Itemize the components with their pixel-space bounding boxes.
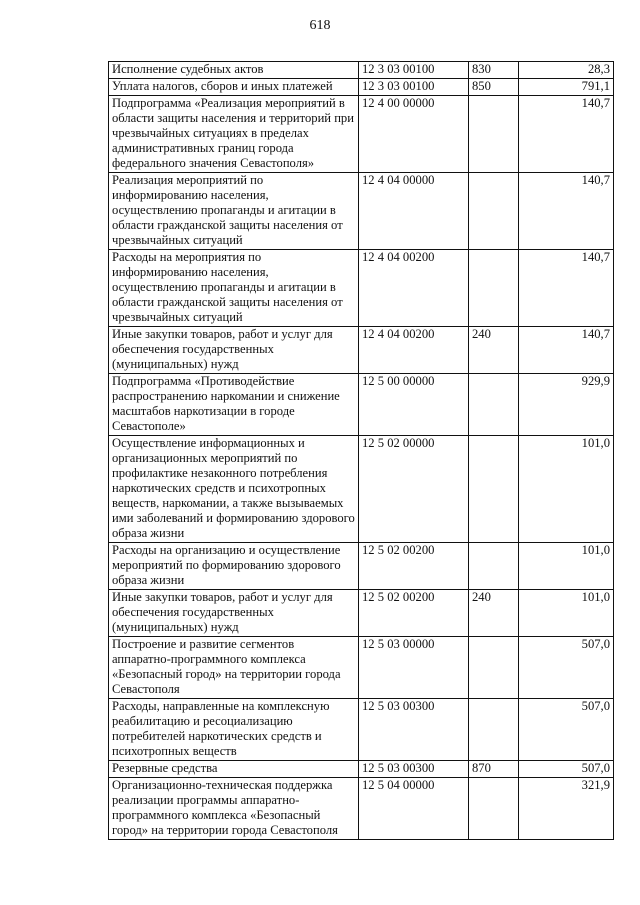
row-expense-type (469, 436, 519, 543)
row-name: Расходы на организацию и осуществление мероприятий по формированию здорового образа жизни (109, 543, 359, 590)
row-code: 12 5 03 00300 (359, 761, 469, 778)
table-row (109, 374, 614, 436)
row-sum: 140,7 (519, 173, 614, 250)
table-row (109, 173, 614, 250)
budget-table-body (109, 62, 614, 840)
row-expense-type (469, 250, 519, 327)
row-expense-type (469, 96, 519, 173)
row-name: Иные закупки товаров, работ и услуг для обеспечения государственных (муниципальных) нужд (109, 327, 359, 374)
row-code: 12 5 02 00000 (359, 436, 469, 543)
table-row (109, 590, 614, 637)
row-name: Резервные средства (109, 761, 359, 778)
table-row (109, 96, 614, 173)
row-name: Иные закупки товаров, работ и услуг для обеспечения государственных (муниципальных) нужд (109, 590, 359, 637)
row-code: 12 5 03 00300 (359, 699, 469, 761)
table-row (109, 637, 614, 699)
row-expense-type (469, 374, 519, 436)
row-name: Организационно-техническая поддержка реализации программы аппаратно-программного комплекса «Безопасный город» на территории города Севастополя (109, 778, 359, 840)
row-sum: 791,1 (519, 79, 614, 96)
row-expense-type (469, 778, 519, 840)
row-sum: 140,7 (519, 250, 614, 327)
row-name: Уплата налогов, сборов и иных платежей (109, 79, 359, 96)
table-row (109, 778, 614, 840)
row-name: Осуществление информационных и организационных мероприятий по профилактике незаконного потребления наркотических средств и психотропных веществ, наркомании, а также вызываемых ими заболеваний и формированию здорового образа жизни (109, 436, 359, 543)
row-code: 12 5 00 00000 (359, 374, 469, 436)
row-sum: 101,0 (519, 543, 614, 590)
row-code: 12 3 03 00100 (359, 79, 469, 96)
row-expense-type: 240 (469, 590, 519, 637)
table-row (109, 543, 614, 590)
row-code: 12 5 03 00000 (359, 637, 469, 699)
row-expense-type: 870 (469, 761, 519, 778)
row-code: 12 4 00 00000 (359, 96, 469, 173)
row-name: Реализация мероприятий по информированию населения, осуществлению пропаганды и агитации в области гражданской защиты населения от чрезвычайных ситуаций (109, 173, 359, 250)
row-name: Расходы, направленные на комплексную реабилитацию и ресоциализацию потребителей наркотических средств и психотропных веществ (109, 699, 359, 761)
table-row (109, 79, 614, 96)
row-sum: 140,7 (519, 96, 614, 173)
row-name: Подпрограмма «Противодействие распространению наркомании и снижение масштабов наркотизации в городе Севастополе» (109, 374, 359, 436)
row-expense-type: 830 (469, 62, 519, 79)
row-expense-type (469, 699, 519, 761)
row-code: 12 4 04 00200 (359, 327, 469, 374)
row-name: Построение и развитие сегментов аппаратно-программного комплекса «Безопасный город» на территории города Севастополя (109, 637, 359, 699)
row-sum: 140,7 (519, 327, 614, 374)
row-expense-type (469, 543, 519, 590)
row-sum: 28,3 (519, 62, 614, 79)
row-code: 12 4 04 00200 (359, 250, 469, 327)
row-sum: 507,0 (519, 637, 614, 699)
row-code: 12 5 04 00000 (359, 778, 469, 840)
table-row (109, 327, 614, 374)
table-row (109, 436, 614, 543)
row-expense-type (469, 637, 519, 699)
table-row (109, 250, 614, 327)
row-code: 12 5 02 00200 (359, 590, 469, 637)
row-name: Подпрограмма «Реализация мероприятий в области защиты населения и территорий при чрезвычайных ситуациях в пределах административных границ города федерального значения Севастополя» (109, 96, 359, 173)
budget-table (108, 61, 614, 840)
row-sum: 101,0 (519, 590, 614, 637)
row-code: 12 5 02 00200 (359, 543, 469, 590)
row-expense-type (469, 173, 519, 250)
row-sum: 321,9 (519, 778, 614, 840)
row-sum: 507,0 (519, 699, 614, 761)
row-sum: 101,0 (519, 436, 614, 543)
table-row (109, 761, 614, 778)
row-sum: 507,0 (519, 761, 614, 778)
table-row (109, 699, 614, 761)
row-name: Расходы на мероприятия по информированию населения, осуществлению пропаганды и агитации в области гражданской защиты населения от чрезвычайных ситуаций (109, 250, 359, 327)
row-name: Исполнение судебных актов (109, 62, 359, 79)
page-number: 618 (309, 18, 331, 33)
row-expense-type: 240 (469, 327, 519, 374)
row-sum: 929,9 (519, 374, 614, 436)
row-expense-type: 850 (469, 79, 519, 96)
row-code: 12 4 04 00000 (359, 173, 469, 250)
row-code: 12 3 03 00100 (359, 62, 469, 79)
table-row (109, 62, 614, 79)
